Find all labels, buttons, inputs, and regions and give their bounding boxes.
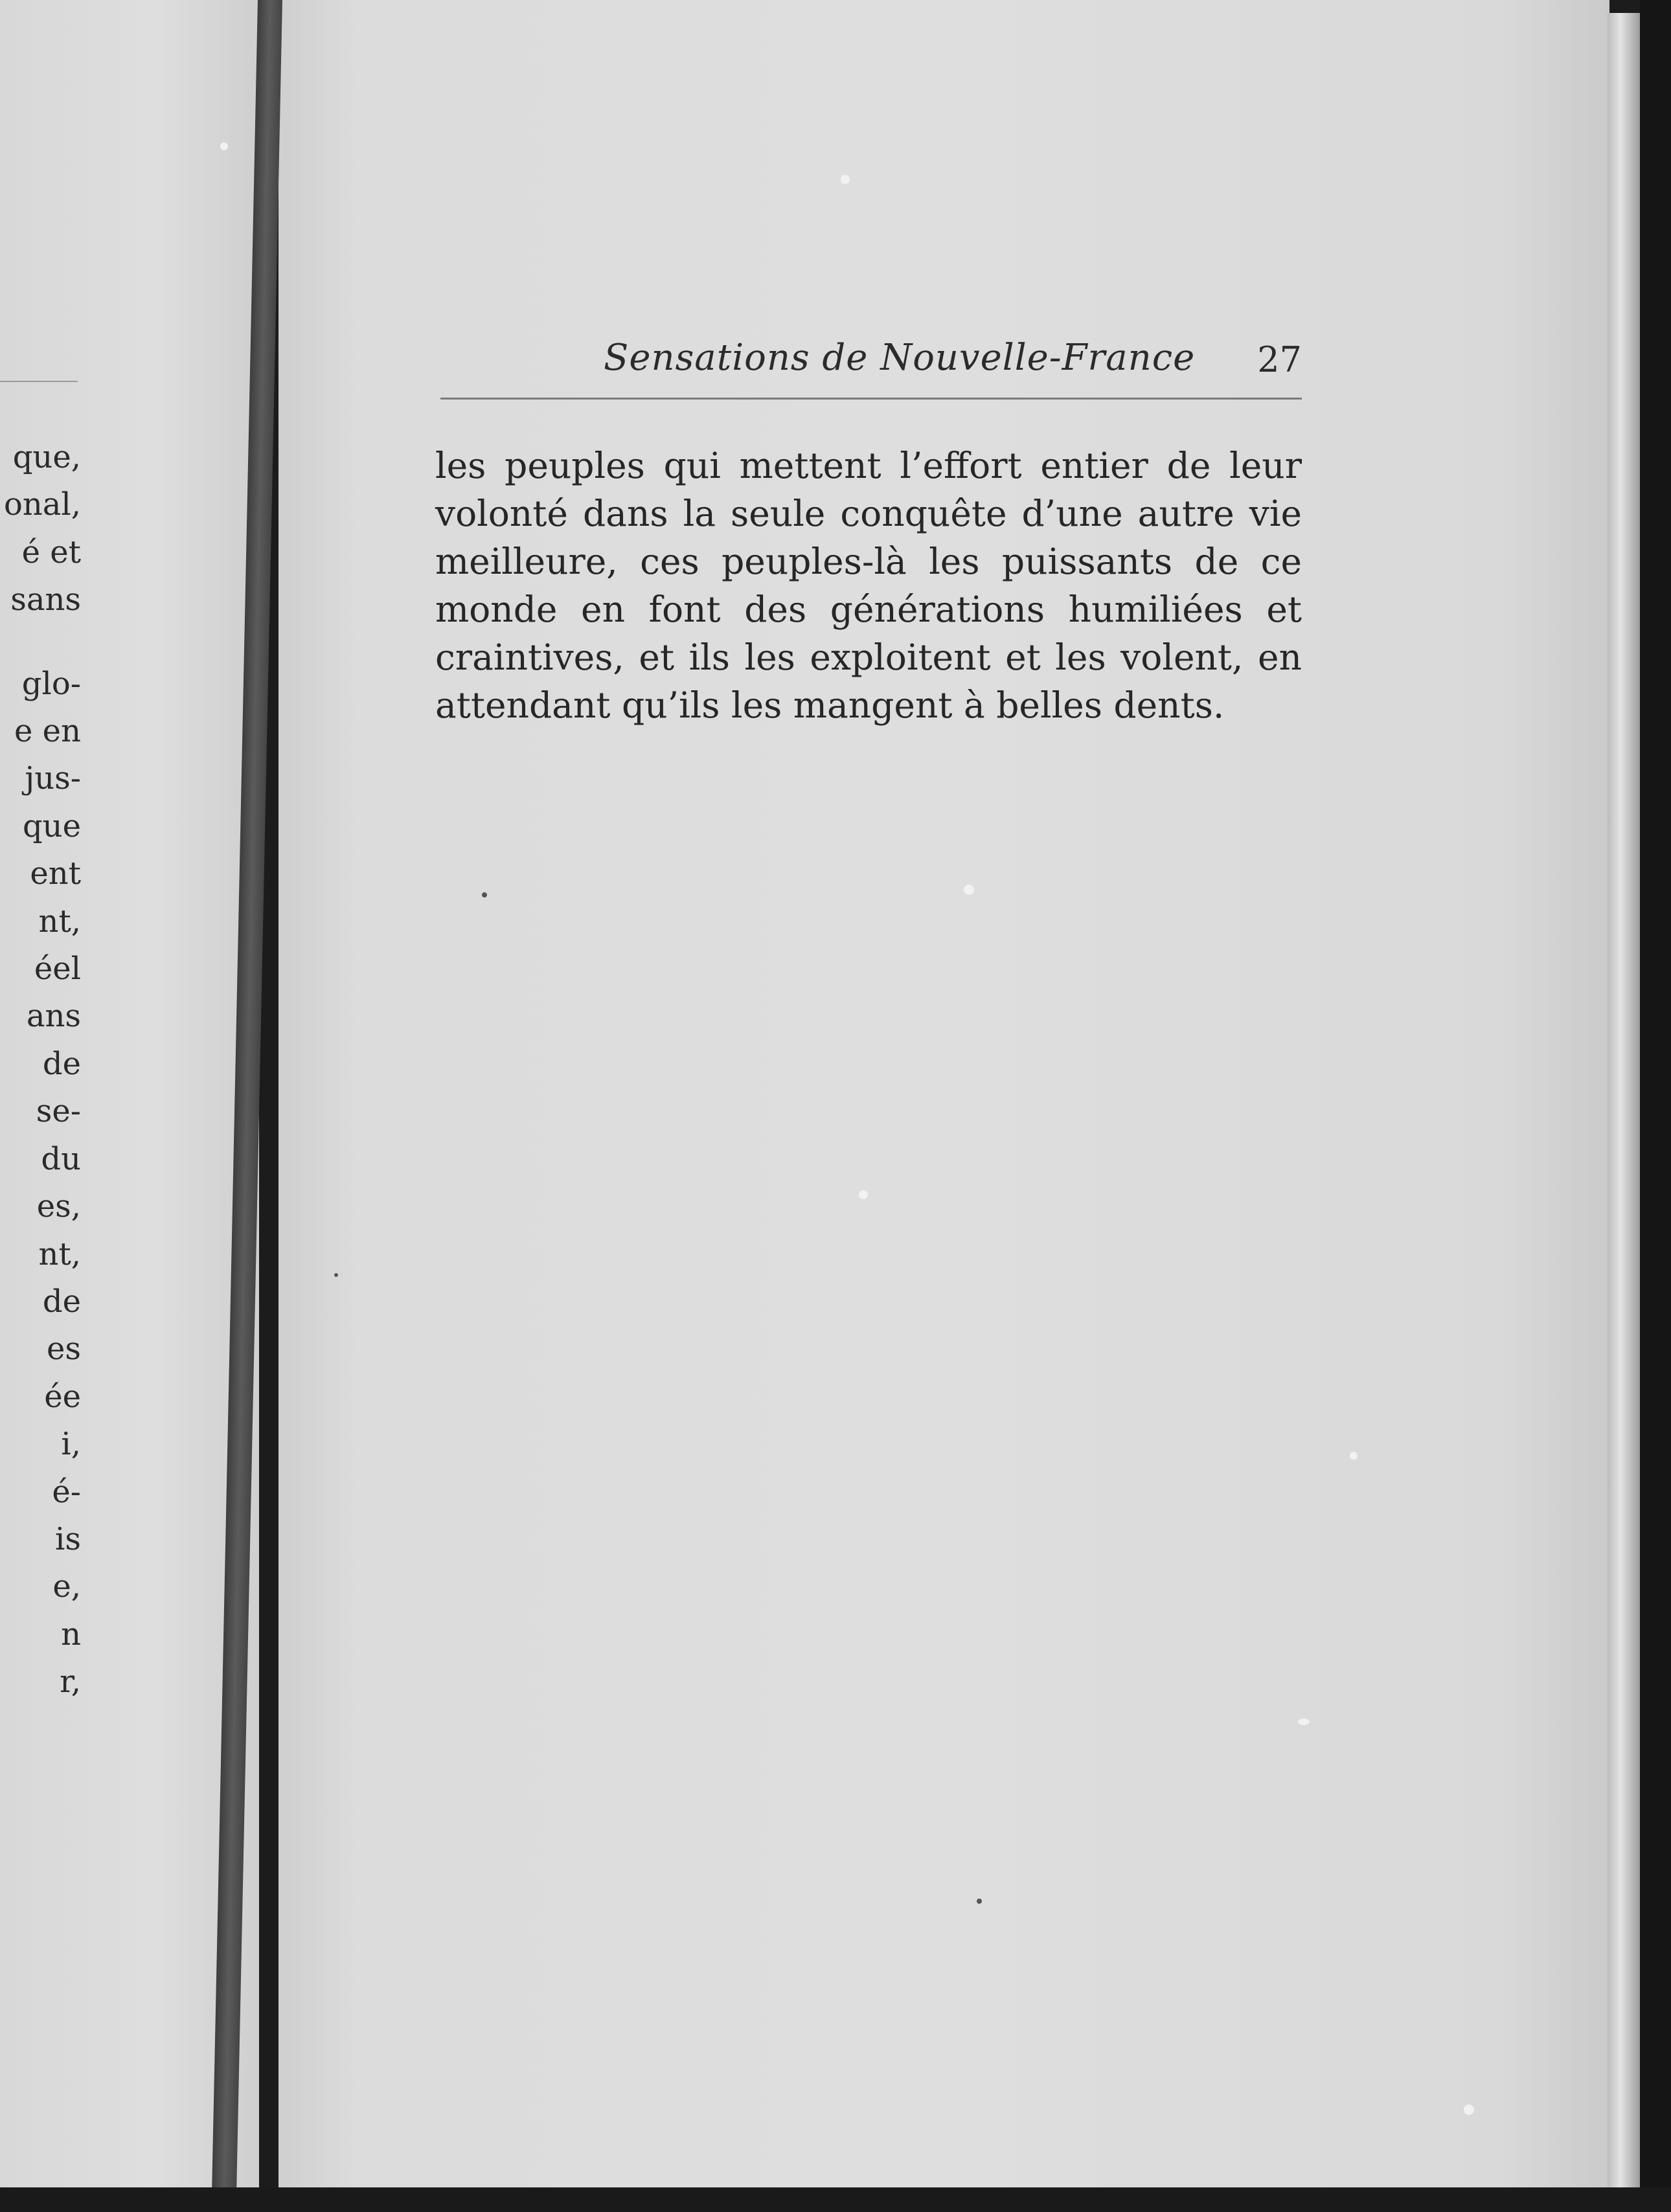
previous-page-line: es,	[36, 1188, 81, 1225]
previous-page-line: nt,	[38, 1236, 81, 1272]
previous-page-line: es	[46, 1331, 81, 1368]
body-paragraph	[435, 442, 1302, 729]
previous-page-line: is	[55, 1520, 81, 1557]
scan-speck	[859, 1190, 868, 1199]
scan-speck	[964, 885, 974, 895]
previous-page-line: é et	[21, 534, 81, 570]
text-line: monde en font des générations humiliées et	[435, 589, 1302, 630]
previous-page-line: nt,	[38, 903, 81, 940]
current-page	[278, 0, 1609, 2212]
previous-page-line: que,	[12, 439, 81, 475]
text-line: attendant qu’ils les mangent à belles dents.	[435, 684, 1225, 726]
previous-page-line: sans	[10, 581, 81, 618]
paragraph-gap	[0, 624, 81, 660]
previous-page-line: que	[22, 807, 81, 844]
page-number: 27	[1257, 339, 1302, 380]
previous-page-line: de	[42, 1045, 81, 1082]
scan-speck	[220, 142, 228, 150]
previous-page-line: de	[42, 1283, 81, 1320]
scan-speck	[1350, 1452, 1358, 1460]
text-line: craintives, et ils les exploitent et les volent, en	[435, 637, 1302, 678]
text-line: volonté dans la seule conquête d’une autre vie	[435, 493, 1302, 534]
scan-speck	[977, 1899, 982, 1904]
previous-page-line: ée	[44, 1378, 81, 1415]
text-line: les peuples qui mettent l’effort entier de leur	[435, 445, 1302, 486]
text-line: meilleure, ces peuples-là les puissants de ce	[435, 541, 1302, 582]
previous-page-line: se-	[36, 1093, 81, 1130]
previous-page-line: e en	[14, 713, 81, 750]
previous-page-line: r,	[60, 1664, 81, 1700]
previous-page-line: i,	[61, 1426, 81, 1463]
previous-page-rule	[0, 381, 78, 382]
previous-page-line: glo-	[21, 665, 81, 702]
scan-speck	[334, 1273, 338, 1277]
scan-speck	[1464, 2105, 1474, 2115]
scan-speck	[482, 892, 487, 897]
scanner-border-right	[1640, 0, 1671, 2212]
running-head-rule	[440, 398, 1302, 400]
previous-page-line: du	[41, 1140, 81, 1177]
previous-page-line: éel	[34, 951, 81, 988]
page-edge	[1608, 13, 1640, 2195]
previous-page-line: ans	[26, 998, 81, 1035]
previous-page-line: jus-	[25, 760, 81, 797]
previous-page-text	[0, 434, 81, 1706]
scanner-border-bottom	[0, 2187, 1671, 2212]
previous-page-line: ent	[30, 855, 81, 892]
scan-speck	[841, 175, 850, 184]
running-head-title: Sensations de Nouvelle-France	[604, 337, 1196, 379]
running-head	[440, 337, 1302, 382]
previous-page-line: e,	[52, 1568, 81, 1605]
previous-page-line: é-	[52, 1473, 81, 1510]
previous-page-line: onal,	[3, 486, 81, 523]
scan-speck	[1298, 1719, 1310, 1725]
previous-page-line: n	[61, 1616, 81, 1653]
